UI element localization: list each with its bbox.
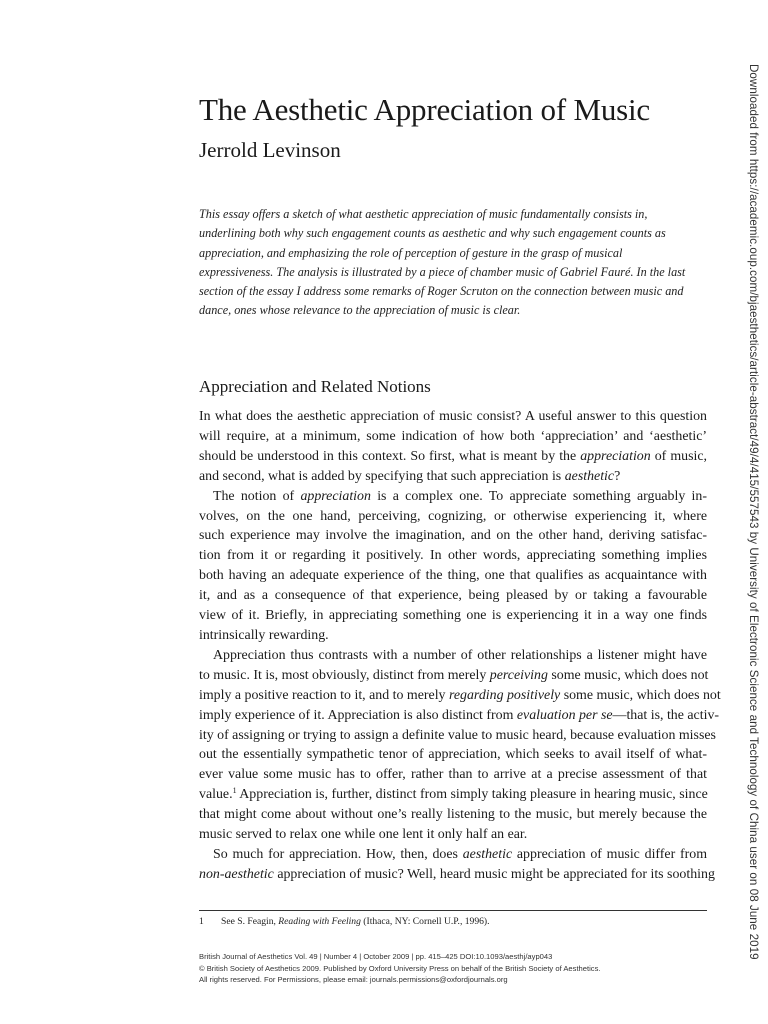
body-line: will require, at a minimum, some indication of how both ‘appreciation’ and ‘aesthetic’ [199, 428, 707, 444]
body-text-run: appreciation of music? Well, heard music might be appreciated for its soothing [273, 866, 715, 882]
body-text-run: So much for appreciation. How, then, does [213, 846, 463, 862]
body-text-run: to music. It is, most obviously, distinct from merely [199, 667, 490, 683]
body-text-run: The notion of [213, 488, 301, 504]
body-text-run: imply experience of it. Appreciation is also distinct from [199, 707, 517, 723]
footnote-divider [199, 910, 707, 911]
body-line: that might come about without one’s really listening to the music, but merely because the [199, 807, 707, 823]
body-line [199, 706, 720, 726]
body-text-run: is a complex one. To appreciate something arguably in- [370, 488, 707, 504]
body-text-run: should be understood in this context. So first, what is meant by the [199, 448, 577, 464]
body-line: Appreciation thus contrasts with a number of other relationships a listener might have [213, 647, 707, 663]
abstract-line: section of the essay I address some remarks of Roger Scruton on the connection between music and [199, 284, 684, 299]
emphasis: regarding positively [448, 687, 561, 703]
footnote-book-title: Reading with Feeling [278, 916, 361, 927]
abstract-line: underlining both why such engagement counts as aesthetic and why such engagement counts as [199, 226, 666, 241]
citation-line: © British Society of Aesthetics 2009. Published by Oxford University Press on behalf of the British Society of Aesthetics. [199, 963, 601, 973]
body-line [199, 447, 707, 467]
body-line: ever value some music has to offer, rather than to arrive at a precise assessment of that [199, 767, 707, 783]
footnote [199, 916, 490, 927]
footnote-ref[interactable]: 1 [232, 786, 237, 796]
body-line [199, 487, 707, 507]
body-line [199, 686, 721, 706]
body-line: tion from it or regarding it positively. In other words, appreciating something implies [199, 548, 707, 564]
body-line: volves, on the one hand, perceiving, cognizing, or otherwise experiencing it, where [199, 508, 707, 524]
section-heading: Appreciation and Related Notions [199, 377, 431, 396]
emphasis: appreciation [300, 488, 371, 504]
body-line: view of it. Briefly, in appreciating something one is experiencing it in a way one finds [199, 608, 707, 624]
emphasis: evaluation per se [516, 707, 613, 723]
body-text-run: some music, which does not [547, 667, 709, 683]
body-line: In what does the aesthetic appreciation of music consist? A useful answer to this question [199, 409, 707, 424]
body-line: both having an adequate experience of the thing, one that qualifies as acquaintance with [199, 568, 707, 584]
body-line: such experience may involve the imagination, and on the other hand, deriving satisfac- [199, 528, 707, 544]
abstract-line: This essay offers a sketch of what aesthetic appreciation of music fundamentally consists in, [199, 207, 648, 221]
abstract [199, 205, 689, 321]
body-text-run: ? [614, 468, 621, 484]
body-text-run: of music, [650, 448, 708, 464]
article-author: Jerrold Levinson [199, 138, 341, 162]
body-text-run: value. [199, 787, 233, 803]
body-line [199, 865, 715, 885]
citation-line: British Journal of Aesthetics Vol. 49 | Number 4 | October 2009 | pp. 415–425 DOI:10.1093/aesthj/ayp043 [199, 952, 553, 961]
body-line: music served to relax one while one lent it only half an ear. [199, 827, 528, 843]
body-line: intrinsically rewarding. [199, 627, 329, 643]
body-text [199, 407, 721, 885]
emphasis: aesthetic [564, 468, 615, 484]
article-title: The Aesthetic Appreciation of Music [199, 92, 650, 127]
body-line [199, 467, 707, 487]
body-text-run: some music, which does not [560, 687, 721, 703]
body-line [199, 785, 707, 805]
emphasis: non-aesthetic [199, 866, 274, 882]
body-text-run: Appreciation is, further, distinct from simply taking pleasure in hearing music, since [236, 787, 708, 803]
body-line: out the essentially sympathetic tenor of appreciation, which seeks to avail itself of what- [199, 747, 707, 763]
abstract-line: appreciation, and emphasizing the role of perception of gesture in the grasp of musical [199, 245, 623, 260]
journal-citation [199, 951, 601, 986]
footnote-text-run: See S. Feagin, [221, 916, 279, 927]
emphasis: appreciation [580, 448, 651, 464]
body-text-run: —that is, the activ- [612, 707, 720, 723]
abstract-line: dance, ones whose relevance to the appreciation of music is clear. [199, 303, 521, 318]
body-line: ity of assigning or trying to assign a definite value to music heard, because evaluation misses [199, 727, 716, 743]
emphasis: perceiving [489, 667, 548, 683]
body-text-run: appreciation of music differ from [512, 846, 707, 862]
download-notice: Downloaded from https://academic.oup.com/bjaesthetics/article-abstract/49/4/415/557543 by University of Electronic Science and Technology of China user on 08 June 2019 [747, 64, 760, 960]
body-line [199, 666, 707, 686]
body-text-run: imply a positive reaction to it, and to merely [199, 687, 449, 703]
body-line [199, 845, 707, 865]
body-line: it, and as a consequence of that experience, being pleased by or taking a favourable [199, 588, 707, 604]
emphasis: aesthetic [462, 846, 513, 862]
footnote-number: 1 [199, 916, 204, 927]
body-text-run: and second, what is added by specifying that such appreciation is [199, 468, 562, 484]
citation-line: All rights reserved. For Permissions, please email: journals.permissions@oxfordjournals.org [199, 975, 508, 984]
footnote-text-run: (Ithaca, NY: Cornell U.P., 1996). [360, 916, 490, 927]
abstract-line: expressiveness. The analysis is illustrated by a piece of chamber music of Gabriel Fauré. In the last [199, 264, 686, 279]
